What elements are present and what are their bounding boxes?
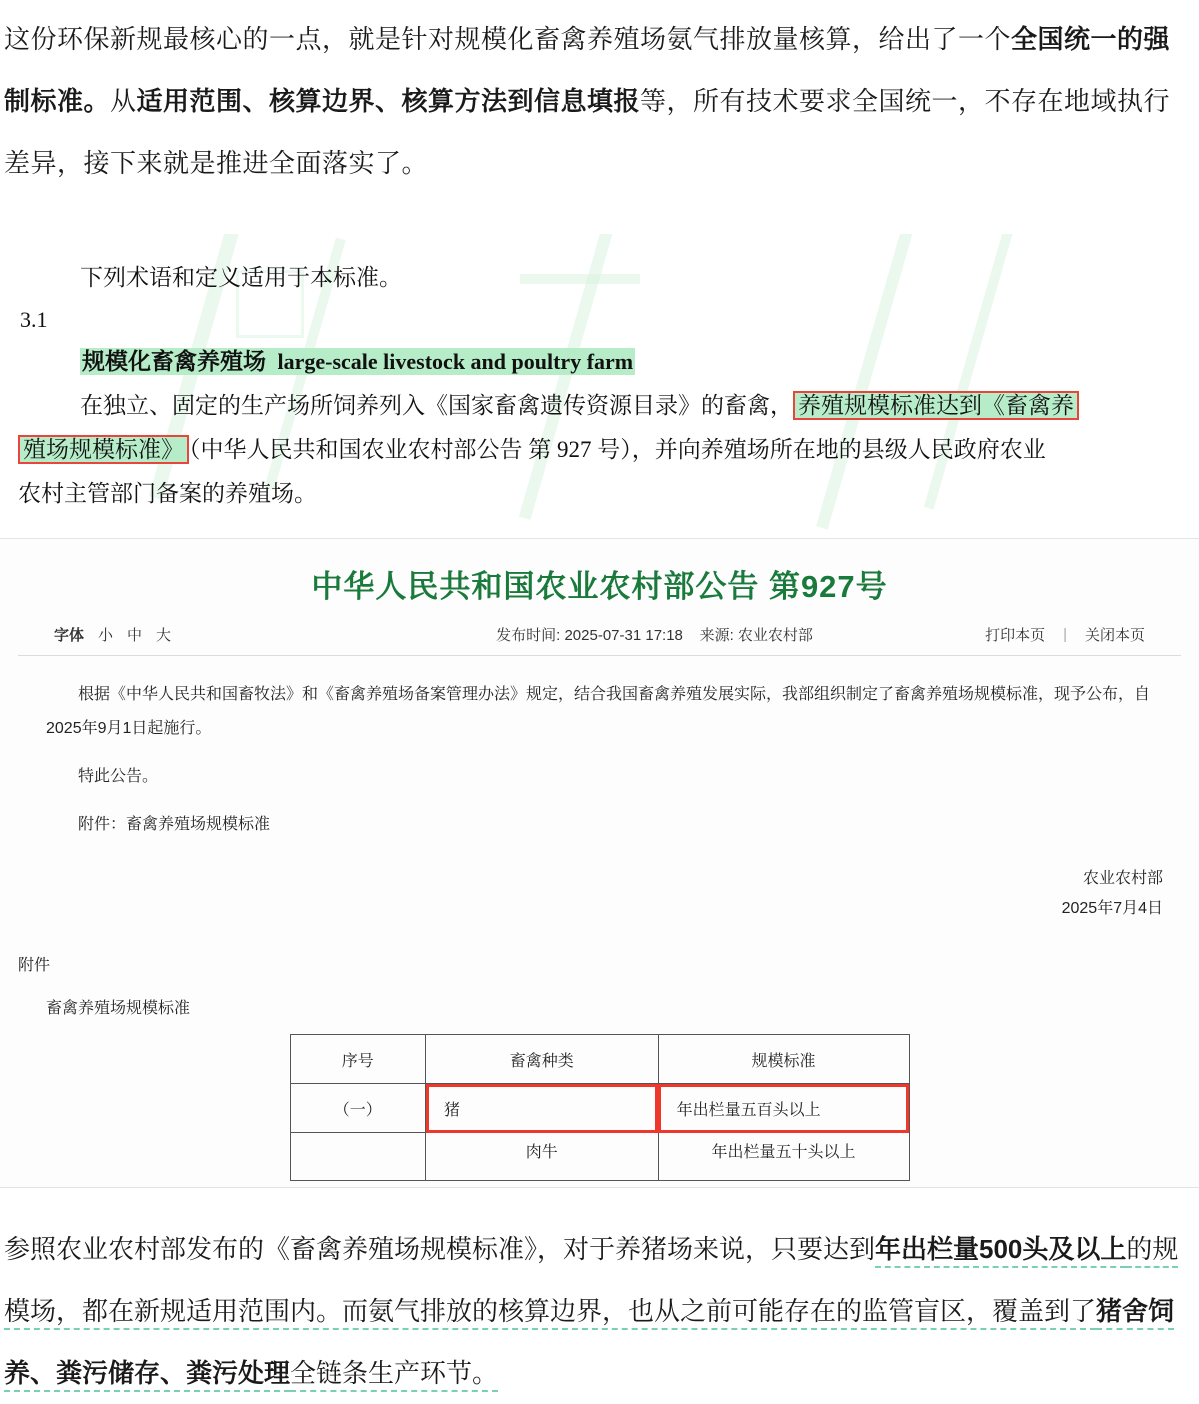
font-size-controls — [54, 624, 324, 645]
scale-standard-table — [290, 1034, 910, 1181]
announcement-paragraph-1: 根据《中华人民共和国畜牧法》和《畜禽养殖场备案管理办法》规定，结合我国畜禽养殖发展实际，我部组织制定了畜禽养殖场规模标准，现予公布，自2025年9月1日起施行。 — [46, 686, 1151, 737]
publish-info — [324, 624, 985, 645]
intro-paragraph — [0, 0, 1199, 194]
scan-definition-line-1 — [0, 384, 1199, 428]
scan-definition-line-2 — [0, 428, 1199, 472]
scan-intro-line: 下列术语和定义适用于本标准。 — [80, 265, 402, 290]
intro-seg-4: 适用范围、核算边界、核算方法到信息填报 — [136, 86, 641, 116]
publish-time: 发布时间: 2025-07-31 17:18 — [496, 627, 683, 644]
font-label: 字体 — [54, 627, 85, 644]
conclusion-seg-1: 参照农业农村部发布的《畜禽养殖场规模标准》，对于养猪场来说，只要达到 — [4, 1234, 876, 1264]
scan-term-cn: 规模化畜禽养殖场 — [82, 349, 266, 374]
scan-def-rest: （中华人民共和国农业农村部公告 第 927 号），并向养殖场所在地的县级人民政府农业 — [189, 437, 1046, 462]
font-size-large[interactable]: 大 — [156, 627, 172, 644]
scan-clause-number: 3.1 — [20, 307, 48, 332]
announcement-paragraph-2: 特此公告。 — [78, 768, 159, 785]
font-size-small[interactable]: 小 — [98, 627, 114, 644]
font-size-medium[interactable]: 中 — [127, 627, 143, 644]
announcement-signature — [0, 864, 1199, 924]
row2-kind: 肉牛 — [426, 1133, 659, 1181]
row2-scale: 年出栏量五十头以上 — [658, 1133, 909, 1181]
attachment-label: 附件 — [18, 957, 51, 974]
signature-date: 2025年7月4日 — [1061, 900, 1163, 917]
header-no: 序号 — [290, 1035, 426, 1084]
intro-seg-5: 等，所有技术要求全国统一，不存在地域执行差异，接下来就是推进全面落实了。 — [4, 86, 1171, 178]
publish-source: 来源: 农业农村部 — [699, 627, 813, 644]
announcement-paragraph-3: 附件：畜禽养殖场规模标准 — [78, 816, 271, 833]
announcement-body — [0, 656, 1199, 864]
announcement-toolbar — [18, 624, 1181, 656]
table-header-row — [290, 1035, 909, 1084]
announcement-card — [0, 538, 1199, 1188]
header-scale: 规模标准 — [658, 1035, 909, 1084]
table-row — [290, 1133, 909, 1181]
print-page-link[interactable]: 打印本页 — [985, 627, 1046, 644]
row1-kind: 猪 — [426, 1084, 659, 1133]
intro-seg-1: 这份环保新规最核心的一点，就是针对规模化畜禽养殖场氨气排放量核算，给出了一个 — [4, 24, 1012, 54]
conclusion-seg-2: 年出栏量500头及以上 — [875, 1234, 1126, 1268]
conclusion-seg-4: 猪舍饲养、粪污储存、粪污处理 — [4, 1296, 1174, 1392]
standard-scan-image — [0, 234, 1199, 534]
table-row — [290, 1084, 909, 1133]
row1-no: （一） — [290, 1084, 426, 1133]
intro-seg-3: 从 — [110, 86, 137, 116]
scan-term-line — [0, 340, 1199, 384]
close-page-link[interactable]: 关闭本页 — [1084, 627, 1145, 644]
scan-def-box-1: 养殖规模标准达到《畜禽养 — [793, 391, 1079, 420]
row1-scale: 年出栏量五百头以上 — [658, 1084, 909, 1133]
conclusion-seg-3: 的规模场，都在新规适用范围内。而氨气排放的核算边界，也从之前可能存在的监管盲区，覆盖到了 — [4, 1234, 1178, 1330]
conclusion-seg-5: 全链条生产环节。 — [290, 1358, 498, 1392]
page-actions — [985, 624, 1145, 645]
row2-no — [290, 1133, 426, 1181]
scan-term-en: large-scale livestock and poultry farm — [277, 349, 634, 374]
intro-seg-2: 全国统一的强制标准。 — [4, 24, 1171, 116]
signature-org: 农业农村部 — [1082, 870, 1163, 887]
action-separator: | — [1063, 626, 1067, 643]
scan-def-box-2: 殖场规模标准》 — [18, 435, 189, 464]
scan-def-pre: 在独立、固定的生产场所饲养列入《国家畜禽遗传资源目录》的畜禽， — [80, 393, 793, 418]
conclusion-paragraph — [0, 1188, 1199, 1404]
scan-definition-line-3: 农村主管部门备案的养殖场。 — [18, 481, 317, 506]
attachment-title: 畜禽养殖场规模标准 — [46, 1000, 191, 1017]
scan-content — [0, 256, 1199, 516]
header-kind: 畜禽种类 — [426, 1035, 659, 1084]
announcement-title: 中华人民共和国农业农村部公告 第927号 — [311, 569, 888, 604]
